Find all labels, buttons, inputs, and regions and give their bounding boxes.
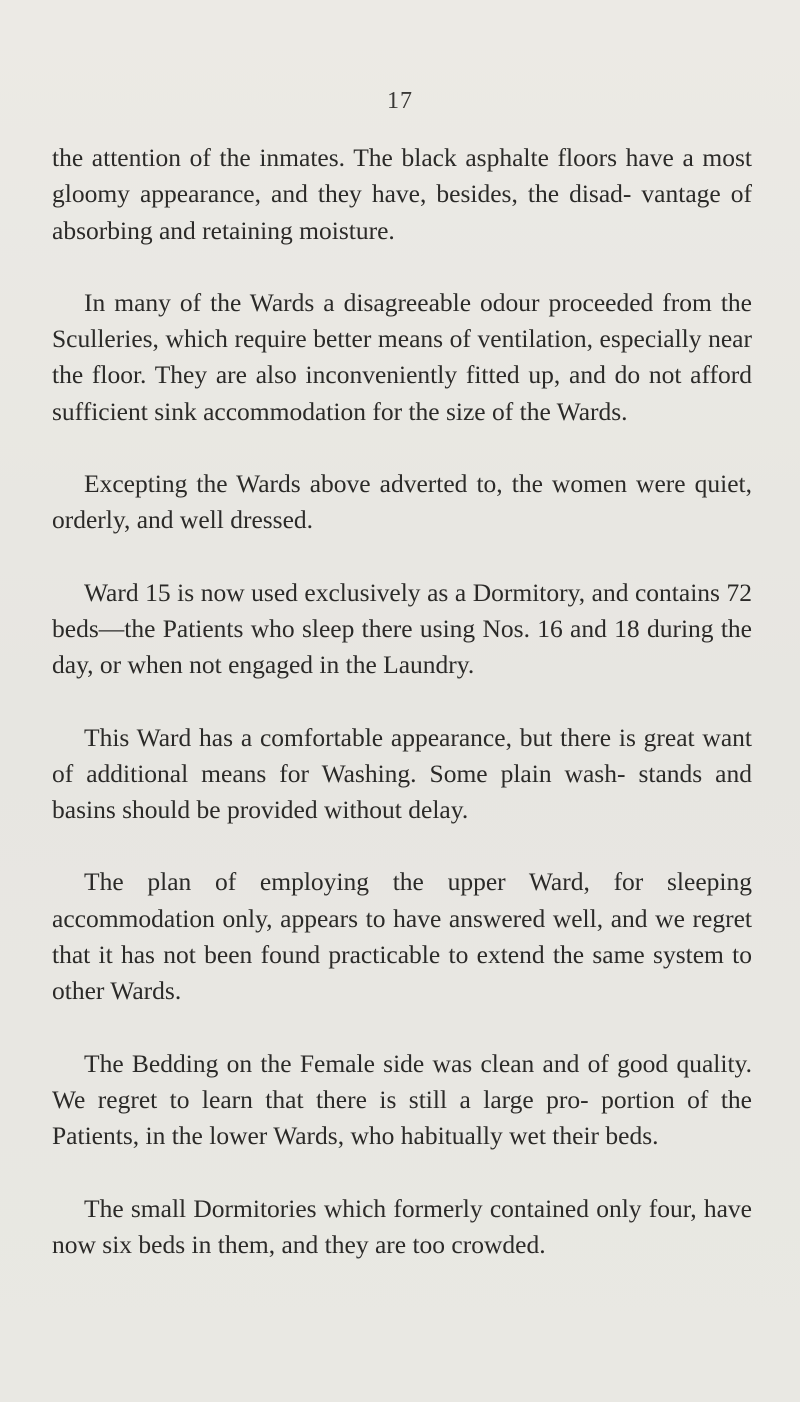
paragraph-upper-ward: The plan of employing the upper Ward, for sleeping accommodation only, appears to have answered well, and we regret that it has not been found practicable to extend the same system to other Wards. [52, 867, 752, 1006]
paragraph-continuation: the attention of the inmates. The black asphalte floors have a most gloomy appearance, and they have, besides, the disad- vantage of absorbing and retaining moisture. [52, 143, 752, 245]
paragraph-sculleries: In many of the Wards a disagreeable odour proceeded from the Sculleries, which require better means of ventilation, especially near the floor. They are also inconveniently fitted up, and do not afford sufficient sink accommodation for the size of the Wards. [52, 287, 752, 426]
page-number: 17 [387, 88, 413, 114]
paragraph-women-conduct: Excepting the Wards above adverted to, the women were quiet, orderly, and well dressed. [52, 469, 752, 535]
paragraph-small-dormitories: The small Dormitories which formerly contained only four, have now six beds in them, and they are too crowded. [52, 1193, 752, 1259]
paragraph-washing: This Ward has a comfortable appearance, but there is great want of additional means for Washing. Some plain wash- stands and basins should be provided without delay. [52, 722, 752, 825]
paragraph-ward-15: Ward 15 is now used exclusively as a Dormitory, and contains 72 beds—the Patients who sleep there using Nos. 16 and 18 during the day, or when not engaged in the Laundry. [52, 577, 752, 680]
page-body [52, 140, 752, 1263]
paragraph-bedding: The Bedding on the Female side was clean and of good quality. We regret to learn that there is still a large pro- portion of the Patients, in the lower Wards, who habitually wet their beds. [52, 1048, 752, 1151]
